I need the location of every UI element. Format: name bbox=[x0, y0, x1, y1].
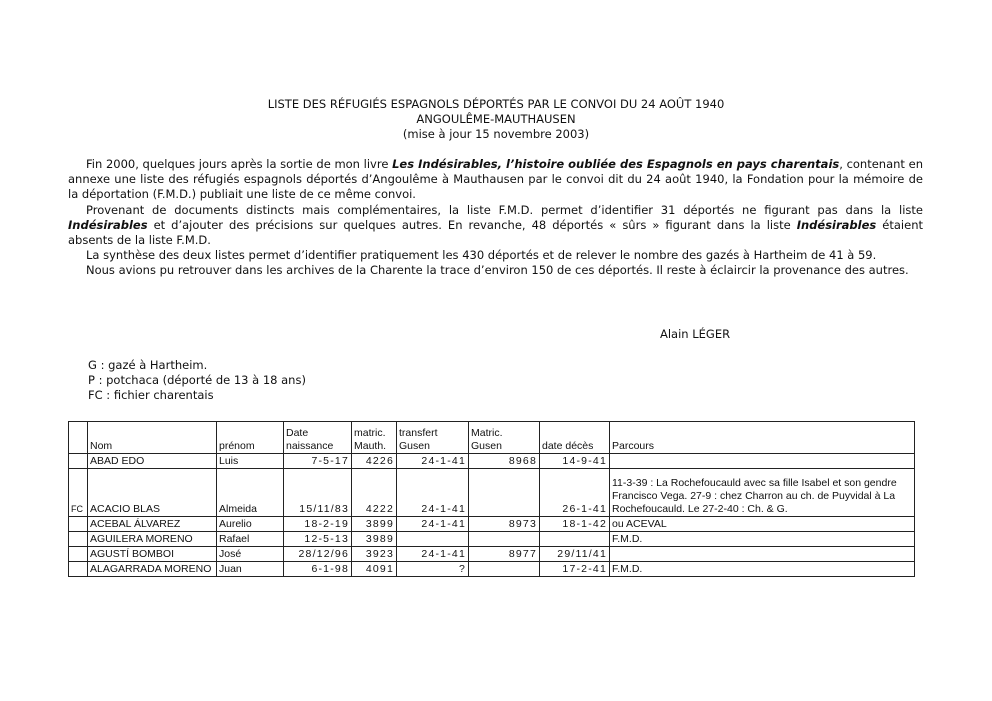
header-matric: matric. Mauth. bbox=[352, 422, 397, 454]
header-gusen: Matric. Gusen bbox=[469, 422, 540, 454]
document-title: LISTE DES RÉFUGIÉS ESPAGNOLS DÉPORTÉS PAR LE CONVOI DU 24 AOÛT 1940 bbox=[267, 97, 725, 111]
table-row: AGUSTÍ BOMBOI José 28/12/96 3923 24-1-41 8977 29/11/41 bbox=[69, 547, 915, 562]
header-deces: date décès bbox=[540, 422, 610, 454]
cell-prenom: Juan bbox=[217, 562, 284, 577]
table-row: ALAGARRADA MORENO Juan 6-1-98 4091 ? 17-2-41 F.M.D. bbox=[69, 562, 915, 577]
legend-item: P : potchaca (déporté de 13 à 18 ans) bbox=[88, 373, 306, 387]
header-parcours: Parcours bbox=[610, 422, 915, 454]
cell-nom: ABAD EDO bbox=[88, 454, 217, 469]
document-subtitle: ANGOULÊME-MAUTHAUSEN bbox=[416, 112, 576, 126]
table-header-row bbox=[69, 422, 915, 454]
header-flag bbox=[69, 422, 88, 454]
update-date: (mise à jour 15 novembre 2003) bbox=[402, 127, 590, 141]
table-row: FC ACACIO BLAS Almeida 15/11/83 4222 24-1-41 26-1-41 11-3-39 : La Rochefoucauld avec sa fille Isabel et son gendre Francisco Vega. 27-9 : chez Charron au ch. de Puyvidal à La Rochefoucauld. Le 27-2-40 : Ch. & G. bbox=[69, 469, 915, 517]
header-transfert: transfert Gusen bbox=[397, 422, 469, 454]
intro-paragraph-3: La synthèse des deux listes permet d’identifier pratiquement les 430 déportés et de relever le nombre des gazés à Hartheim de 41 à 59. bbox=[86, 248, 877, 263]
legend-item: FC : fichier charentais bbox=[88, 388, 214, 402]
header-prenom: prénom bbox=[217, 422, 284, 454]
legend bbox=[88, 358, 306, 403]
intro-paragraph-2: Provenant de documents distincts mais complémentaires, la liste F.M.D. permet d’identifier 31 déportés ne figurant pas dans la liste Indésirables et d’ajouter des précisions sur quelques autres. En revanche, 48 déportés « sûrs » figurant dans la liste Indésirables étaient absents de la liste F.M.D. bbox=[68, 202, 923, 248]
signature: Alain LÉGER bbox=[660, 327, 731, 341]
deportees-table bbox=[68, 421, 915, 577]
cell-prenom: Aurelio bbox=[217, 517, 284, 532]
intro-paragraph-4: Nous avions pu retrouver dans les archives de la Charente la trace d’environ 150 de ces déportés. Il reste à éclaircir la provenance des autres. bbox=[86, 263, 909, 278]
cell-nom: AGUILERA MORENO bbox=[88, 532, 217, 547]
cell-nom: ACEBAL ÁLVAREZ bbox=[88, 517, 217, 532]
table-row: ACEBAL ÁLVAREZ Aurelio 18-2-19 3899 24-1-41 8973 18-1-42 ou ACEVAL bbox=[69, 517, 915, 532]
cell-nom: ALAGARRADA MORENO bbox=[88, 562, 217, 577]
cell-prenom: Rafael bbox=[217, 532, 284, 547]
book-title: Les Indésirables, l’histoire oubliée des Espagnols en pays charentais bbox=[392, 157, 840, 171]
cell-nom: AGUSTÍ BOMBOI bbox=[88, 547, 217, 562]
cell-prenom: Luis bbox=[217, 454, 284, 469]
legend-item: G : gazé à Hartheim. bbox=[88, 358, 208, 372]
header-nom: Nom bbox=[88, 422, 217, 454]
cell-nom: ACACIO BLAS bbox=[88, 469, 217, 517]
intro-paragraph-1: Fin 2000, quelques jours après la sortie de mon livre Les Indésirables, l’histoire oubliée des Espagnols en pays charentais, contenant en annexe une liste des réfugiés espagnols déportés d’Angoulême à Mauthausen par le convoi dit du 24 août 1940, la Fondation pour la mémoire de la déportation (F.M.D.) publiait une liste de ce même convoi. bbox=[68, 157, 923, 202]
header-naissance: Date naissance bbox=[284, 422, 352, 454]
cell-prenom: Almeida bbox=[217, 469, 284, 517]
table-row: ABAD EDO Luis 7-5-17 4226 24-1-41 8968 14-9-41 bbox=[69, 454, 915, 469]
cell-prenom: José bbox=[217, 547, 284, 562]
table-row: AGUILERA MORENO Rafael 12-5-13 3989 F.M.D. bbox=[69, 532, 915, 547]
intro-text bbox=[68, 157, 923, 279]
